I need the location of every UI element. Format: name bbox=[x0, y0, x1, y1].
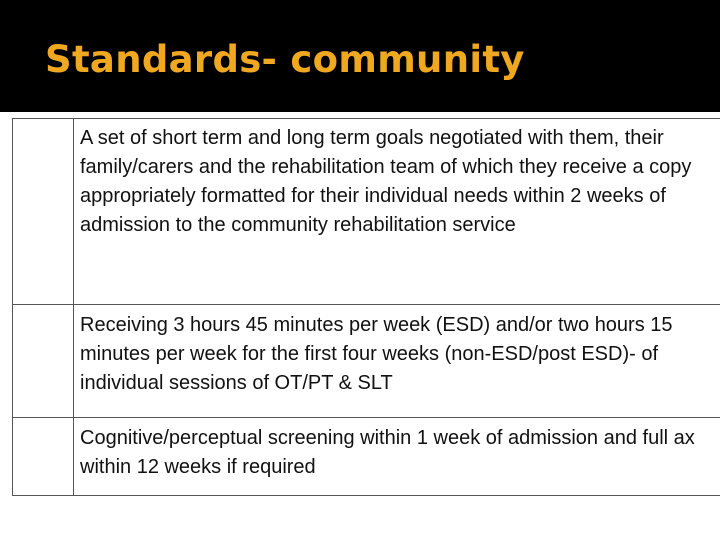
row-divider bbox=[13, 417, 720, 418]
column-divider bbox=[73, 119, 74, 495]
row-divider bbox=[13, 304, 720, 305]
title-divider bbox=[0, 108, 720, 112]
standards-table bbox=[12, 118, 720, 496]
standard-row-2: Receiving 3 hours 45 minutes per week (ESD) and/or two hours 15 minutes per week for the first four weeks (non-ESD/post ESD)- of individual sessions of OT/PT & SLT bbox=[80, 314, 673, 394]
slide-title: Standards- community bbox=[45, 38, 525, 81]
standard-row-1: A set of short term and long term goals negotiated with them, their family/carers and the rehabilitation team of which they receive a copy appropriately formatted for their individual needs within 2 weeks of admission to the community rehabilitation service bbox=[80, 127, 692, 236]
standard-row-3: Cognitive/perceptual screening within 1 week of admission and full ax within 12 weeks if required bbox=[80, 427, 695, 478]
title-bar bbox=[0, 0, 720, 112]
